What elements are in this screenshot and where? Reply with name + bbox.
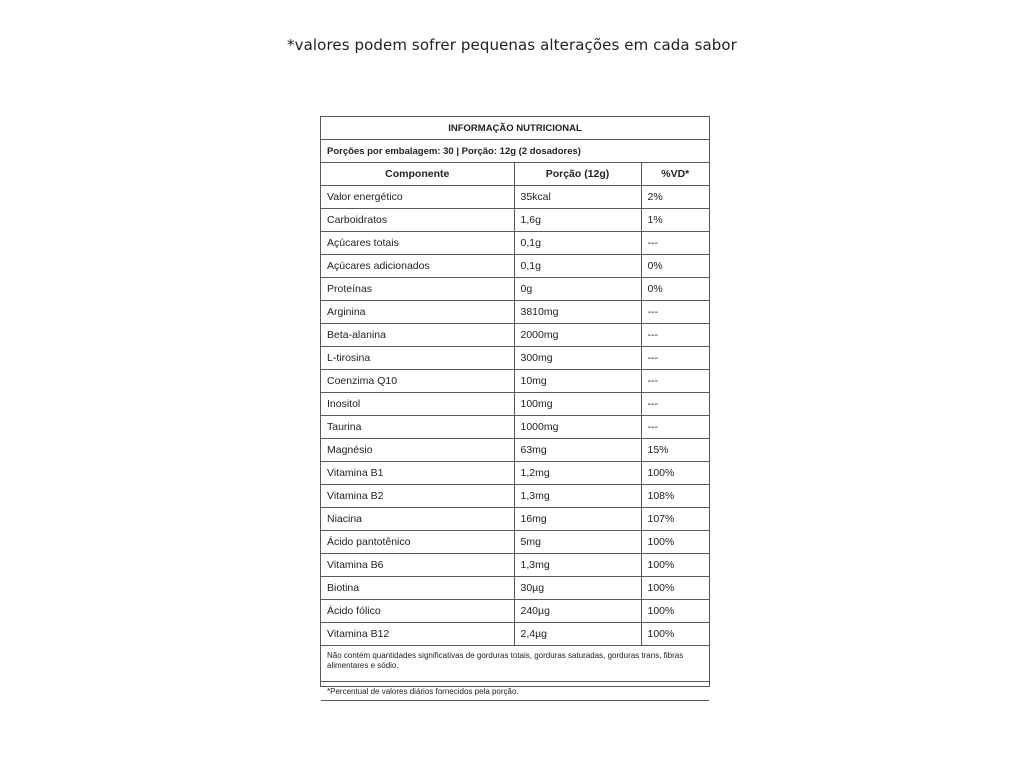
nutrient-row — [321, 531, 709, 554]
row-component: Vitamina B6 — [321, 554, 514, 577]
row-component: Vitamina B1 — [321, 462, 514, 485]
nutrient-row — [321, 393, 709, 416]
row-component: Ácido fólico — [321, 600, 514, 623]
row-component: Taurina — [321, 416, 514, 439]
nutrient-row — [321, 600, 709, 623]
row-component: Vitamina B2 — [321, 485, 514, 508]
row-daily-value: 0% — [641, 255, 709, 278]
row-portion: 16mg — [514, 508, 641, 531]
row-daily-value: 100% — [641, 554, 709, 577]
row-daily-value: 100% — [641, 462, 709, 485]
row-daily-value: 0% — [641, 278, 709, 301]
row-daily-value: 100% — [641, 600, 709, 623]
row-portion: 1000mg — [514, 416, 641, 439]
row-portion: 300mg — [514, 347, 641, 370]
nutrition-table — [321, 117, 709, 701]
row-component: Beta-alanina — [321, 324, 514, 347]
row-portion: 1,2mg — [514, 462, 641, 485]
no-significant-amounts-note: Não contém quantidades significativas de gorduras totais, gorduras saturadas, gorduras trans, fibras alimentares e sódio. — [321, 646, 709, 682]
nutrition-title: INFORMAÇÃO NUTRICIONAL — [321, 117, 709, 140]
nutrient-row — [321, 508, 709, 531]
row-portion: 100mg — [514, 393, 641, 416]
row-portion: 0,1g — [514, 255, 641, 278]
row-daily-value: --- — [641, 370, 709, 393]
footnote-row — [321, 646, 709, 682]
servings-row — [321, 140, 709, 163]
row-component: Coenzima Q10 — [321, 370, 514, 393]
title-row — [321, 117, 709, 140]
nutrient-row — [321, 439, 709, 462]
row-portion: 0,1g — [514, 232, 641, 255]
footnote-row-2 — [321, 682, 709, 701]
row-portion: 1,3mg — [514, 485, 641, 508]
row-daily-value: --- — [641, 347, 709, 370]
row-component: Açúcares adicionados — [321, 255, 514, 278]
row-component: Arginina — [321, 301, 514, 324]
column-header-portion: Porção (12g) — [514, 163, 641, 186]
row-portion: 0g — [514, 278, 641, 301]
nutrient-row — [321, 324, 709, 347]
row-daily-value: 100% — [641, 531, 709, 554]
row-component: Açúcares totais — [321, 232, 514, 255]
row-daily-value: 100% — [641, 623, 709, 646]
row-daily-value: 15% — [641, 439, 709, 462]
nutrient-row — [321, 209, 709, 232]
row-daily-value: 1% — [641, 209, 709, 232]
nutrient-row — [321, 462, 709, 485]
nutrient-row — [321, 416, 709, 439]
row-component: Niacina — [321, 508, 514, 531]
row-component: Vitamina B12 — [321, 623, 514, 646]
row-portion: 5mg — [514, 531, 641, 554]
column-header-daily-value: %VD* — [641, 163, 709, 186]
flavor-variation-note: *valores podem sofrer pequenas alterações em cada sabor — [287, 36, 737, 54]
row-portion: 2,4µg — [514, 623, 641, 646]
nutrient-row — [321, 623, 709, 646]
row-daily-value: --- — [641, 232, 709, 255]
row-daily-value: --- — [641, 301, 709, 324]
nutrient-row — [321, 301, 709, 324]
nutrient-row — [321, 255, 709, 278]
row-daily-value: 2% — [641, 186, 709, 209]
nutrient-row — [321, 577, 709, 600]
row-component: Inositol — [321, 393, 514, 416]
header-row — [321, 163, 709, 186]
nutrient-row — [321, 232, 709, 255]
row-portion: 240µg — [514, 600, 641, 623]
row-portion: 3810mg — [514, 301, 641, 324]
row-daily-value: --- — [641, 393, 709, 416]
nutrient-row — [321, 370, 709, 393]
row-portion: 63mg — [514, 439, 641, 462]
nutrient-row — [321, 278, 709, 301]
row-component: Proteínas — [321, 278, 514, 301]
row-portion: 2000mg — [514, 324, 641, 347]
nutrient-row — [321, 186, 709, 209]
row-portion: 1,3mg — [514, 554, 641, 577]
nutrient-row — [321, 554, 709, 577]
row-portion: 30µg — [514, 577, 641, 600]
row-daily-value: 100% — [641, 577, 709, 600]
row-daily-value: --- — [641, 324, 709, 347]
row-component: Carboidratos — [321, 209, 514, 232]
row-daily-value: 108% — [641, 485, 709, 508]
row-portion: 10mg — [514, 370, 641, 393]
row-portion: 1,6g — [514, 209, 641, 232]
row-daily-value: --- — [641, 416, 709, 439]
row-component: Biotina — [321, 577, 514, 600]
column-header-component: Componente — [321, 163, 514, 186]
row-component: Valor energético — [321, 186, 514, 209]
nutrient-row — [321, 347, 709, 370]
row-component: Magnésio — [321, 439, 514, 462]
row-daily-value: 107% — [641, 508, 709, 531]
row-component: L-tirosina — [321, 347, 514, 370]
nutrient-row — [321, 485, 709, 508]
row-portion: 35kcal — [514, 186, 641, 209]
row-component: Ácido pantotênico — [321, 531, 514, 554]
servings-info: Porções por embalagem: 30 | Porção: 12g (2 dosadores) — [321, 140, 709, 163]
daily-value-footnote: *Percentual de valores diários fornecidos pela porção. — [321, 682, 709, 701]
nutrition-facts-label — [320, 116, 710, 696]
